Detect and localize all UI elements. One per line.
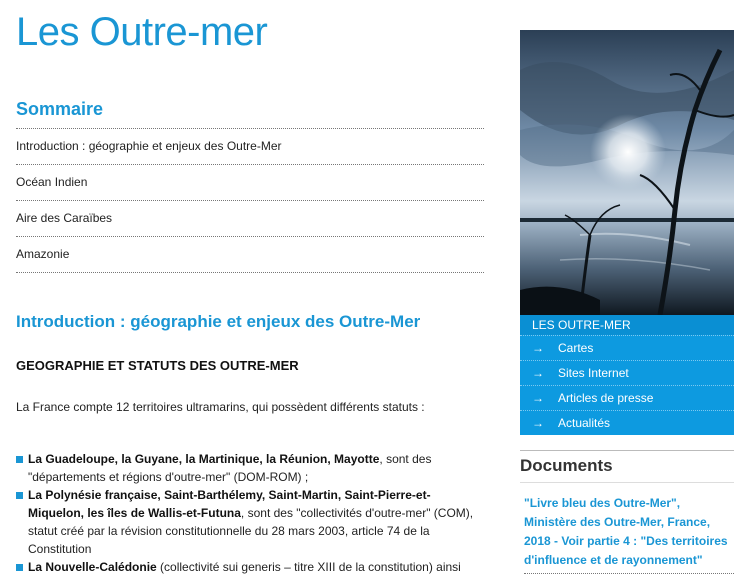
sidebar-item-label: Cartes	[558, 341, 594, 355]
sommaire-title: Sommaire	[16, 99, 104, 119]
arrow-right-icon: →	[532, 416, 544, 430]
section-heading-introduction: Introduction : géographie et enjeux des Outre-Mer	[16, 312, 421, 331]
arrow-right-icon: →	[532, 366, 544, 380]
bullet-square-icon	[16, 456, 23, 463]
toc-item-ocean-indien[interactable]: Océan Indien	[16, 165, 484, 201]
photo-illustration	[520, 30, 734, 315]
section-subheading: GEOGRAPHIE ET STATUTS DES OUTRE-MER	[16, 358, 299, 373]
list-item-bold: La Nouvelle-Calédonie	[28, 560, 157, 574]
list-item-bold: La Polynésie française, Saint-Barthélemy, Saint-Martin, Saint-Pierre-et-Miquelon, les îles de Wallis-et-Futuna	[28, 488, 431, 520]
sidebar-item-articles-de-presse[interactable]	[520, 385, 734, 410]
intro-paragraph: La France compte 12 territoires ultramarins, qui possèdent différents statuts :	[16, 400, 425, 414]
table-of-contents	[16, 128, 484, 273]
tropical-sunset-photo	[520, 30, 734, 315]
toc-item-caraibes[interactable]: Aire des Caraïbes	[16, 201, 484, 237]
arrow-right-icon: →	[532, 391, 544, 405]
sidebar-header: LES OUTRE-MER	[520, 315, 734, 335]
toc-item-amazonie[interactable]: Amazonie	[16, 237, 484, 273]
sidebar-item-cartes[interactable]	[520, 335, 734, 360]
arrow-right-icon: →	[532, 341, 544, 355]
list-item-text: , sont des "collectivités d'outre-mer" (COM), statut créé par la révision constitutionnelle du 28 mars 2003, article 74 de la Constitution	[28, 506, 474, 556]
list-item	[16, 558, 486, 576]
list-item-bold: La Guadeloupe, la Guyane, la Martinique, la Réunion, Mayotte	[28, 452, 380, 466]
bullet-square-icon	[16, 492, 23, 499]
sidebar-item-actualites[interactable]	[520, 410, 734, 435]
list-item-text: (collectivité sui generis – titre XIII de la constitution) ainsi	[156, 560, 461, 574]
list-item	[16, 486, 486, 558]
toc-item-introduction[interactable]: Introduction : géographie et enjeux des Outre-Mer	[16, 129, 484, 165]
documents-divider	[524, 573, 734, 574]
sidebar-item-sites-internet[interactable]	[520, 360, 734, 385]
sidebar-item-label: Articles de presse	[558, 391, 654, 405]
sidebar-nav	[520, 315, 734, 435]
list-item-text: , sont des "départements et régions d'outre-mer" (DOM-ROM) ;	[28, 452, 432, 484]
sidebar-item-label: Actualités	[558, 416, 611, 430]
list-item	[16, 450, 486, 486]
document-link-livre-bleu[interactable]: "Livre bleu des Outre-Mer", Ministère des Outre-Mer, France, 2018 - Voir partie 4 : "Des territoires d'influence et de rayonnement"	[524, 496, 728, 567]
page-title: Les Outre-mer	[16, 10, 268, 54]
documents-title: Documents	[520, 456, 613, 475]
bullet-square-icon	[16, 564, 23, 571]
documents-divider	[520, 450, 734, 451]
statuts-list	[16, 450, 486, 576]
sidebar-item-label: Sites Internet	[558, 366, 629, 380]
documents-divider	[520, 482, 734, 483]
